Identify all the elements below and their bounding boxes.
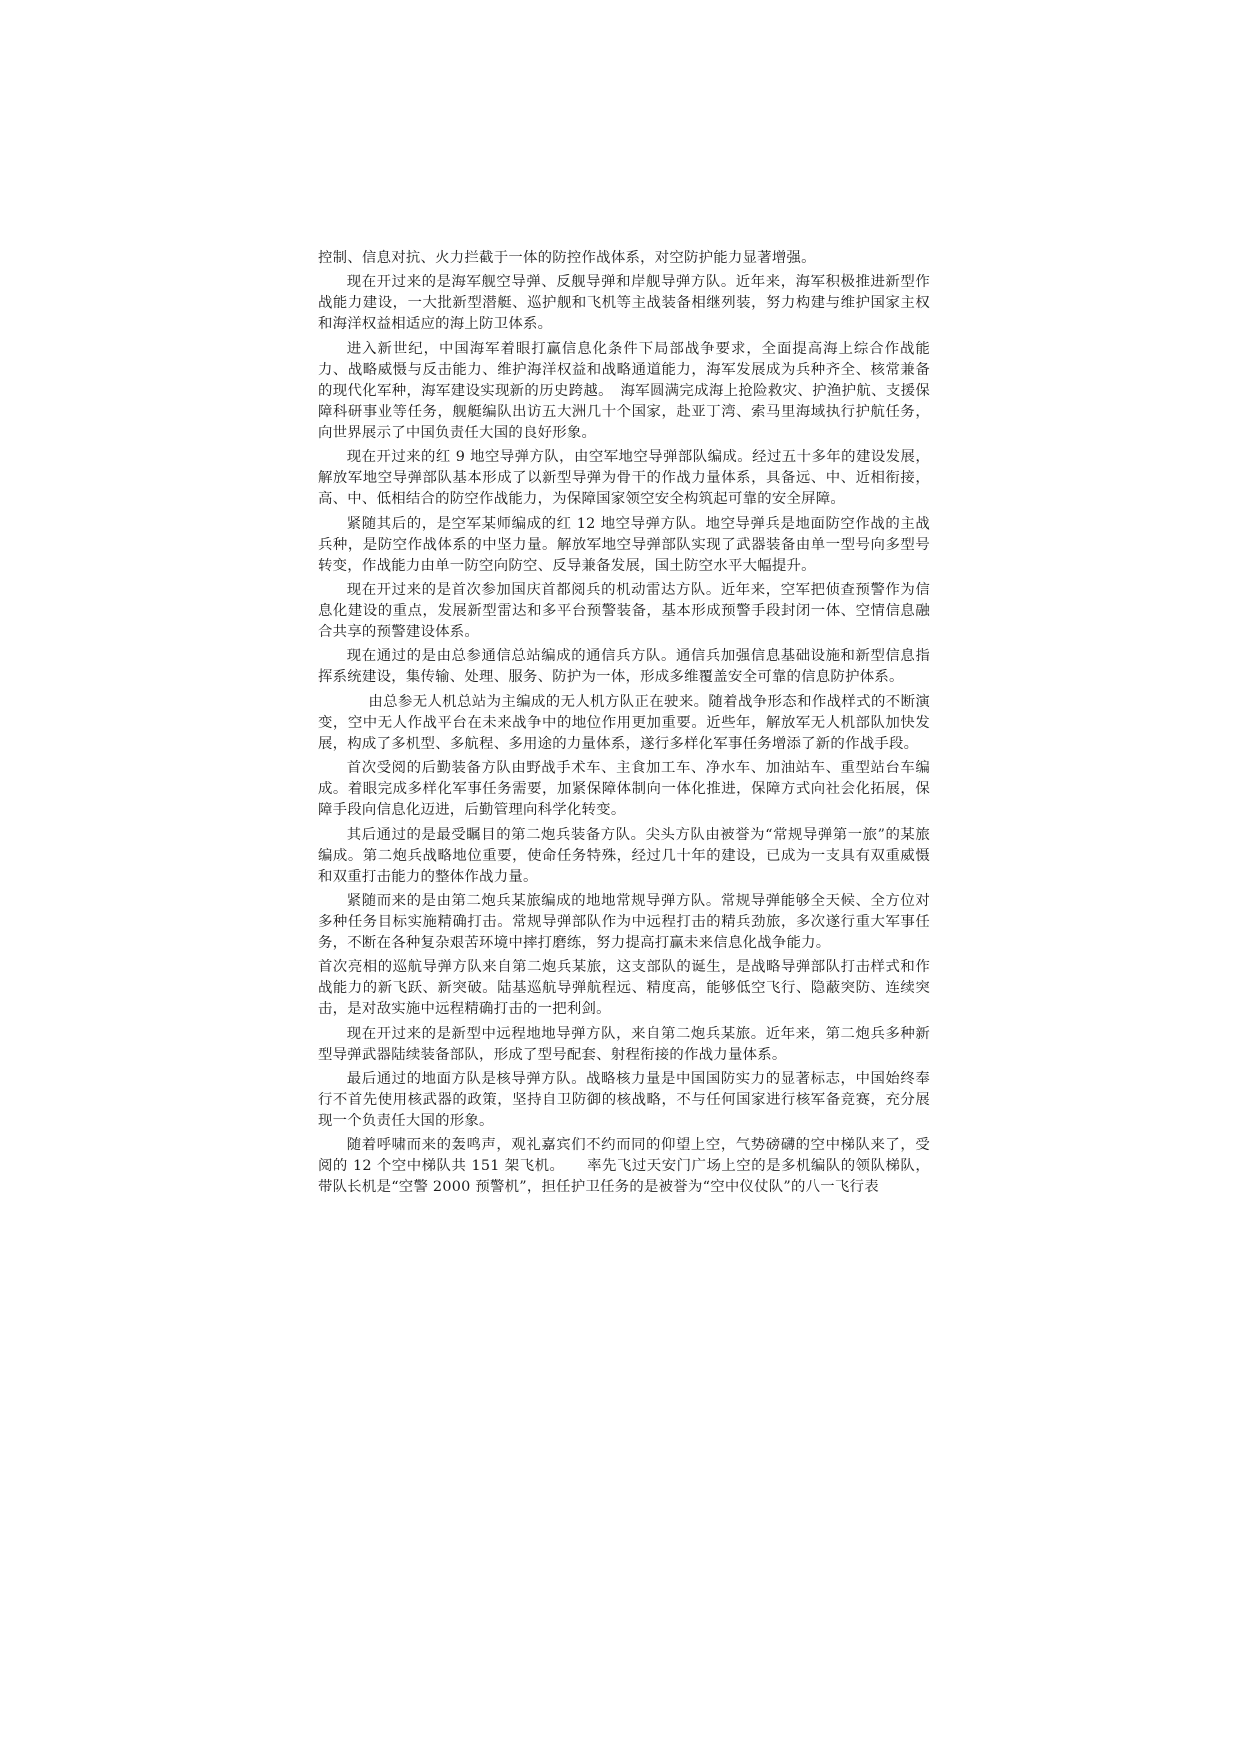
paragraph: 紧随其后的，是空军某师编成的红 12 地空导弹方队。地空导弹兵是地面防空作战的主战兵种，是防空作战体系的中坚力量。解放军地空导弹部队实现了武器装备由单一型号向多型号转变，作战能力由单一防空向防空、反导兼备发展，国土防空水平大幅提升。 xyxy=(318,515,930,574)
paragraph: 随着呼啸而来的轰鸣声，观礼嘉宾们不约而同的仰望上空，气势磅礴的空中梯队来了，受阅的 12 个空中梯队共 151 架飞机。 率先飞过天安门广场上空的是多机编队的领队梯队，带队长机是“空警 2000 预警机”，担任护卫任务的是被誉为“空中仪仗队”的八一飞行表 xyxy=(318,1137,930,1196)
paragraph: 最后通过的地面方队是核导弹方队。战略核力量是中国国防实力的显著标志，中国始终奉行不首先使用核武器的政策，坚持自卫防御的核战略，不与任何国家进行核军备竞赛，充分展现一个负责任大国的形象。 xyxy=(318,1071,930,1130)
document-body xyxy=(318,248,930,1202)
paragraph: 其后通过的是最受瞩目的第二炮兵装备方队。尖头方队由被誉为“常规导弹第一旅”的某旅编成。第二炮兵战略地位重要，使命任务特殊，经过几十年的建设，已成为一支具有双重威慑和双重打击能力的整体作战力量。 xyxy=(318,826,930,885)
paragraph: 现在开过来的是首次参加国庆首都阅兵的机动雷达方队。近年来，空军把侦查预警作为信息化建设的重点，发展新型雷达和多平台预警装备，基本形成预警手段封闭一体、空情信息融合共享的预警建设体系。 xyxy=(318,581,930,640)
paragraph: 现在开过来的是海军舰空导弹、反舰导弹和岸舰导弹方队。近年来，海军积极推进新型作战能力建设，一大批新型潜艇、巡护舰和飞机等主战装备相继列装，努力构建与维护国家主权和海洋权益相适应的海上防卫体系。 xyxy=(318,274,930,333)
paragraph: 首次受阅的后勤装备方队由野战手术车、主食加工车、净水车、加油站车、重型站台车编成。着眼完成多样化军事任务需要，加紧保障体制向一体化推进，保障方式向社会化拓展，保障手段向信息化迈进，后勤管理向科学化转变。 xyxy=(318,760,930,819)
paragraph: 紧随而来的是由第二炮兵某旅编成的地地常规导弹方队。常规导弹能够全天候、全方位对多种任务目标实施精确打击。常规导弹部队作为中远程打击的精兵劲旅，多次遂行重大军事任务，不断在各种复杂艰苦环境中摔打磨练，努力提高打赢未来信息化战争能力。 xyxy=(318,892,930,951)
paragraph: 由总参无人机总站为主编成的无人机方队正在驶来。随着战争形态和作战样式的不断演变，空中无人作战平台在未来战争中的地位作用更加重要。近些年，解放军无人机部队加快发展，构成了多机型、多航程、多用途的力量体系，遂行多样化军事任务增添了新的作战手段。 xyxy=(318,693,930,752)
paragraph: 进入新世纪，中国海军着眼打赢信息化条件下局部战争要求，全面提高海上综合作战能力、战略威慑与反击能力、维护海洋权益和战略通道能力，海军发展成为兵种齐全、核常兼备的现代化军种，海军建设实现新的历史跨越。 海军圆满完成海上抢险救灾、护渔护航、支援保障科研事业等任务，舰艇编队出访五大洲几十个国家，赴亚丁湾、索马里海域执行护航任务，向世界展示了中国负责任大国的良好形象。 xyxy=(318,340,930,441)
paragraph: 现在开过来的红 9 地空导弹方队，由空军地空导弹部队编成。经过五十多年的建设发展，解放军地空导弹部队基本形成了以新型导弹为骨干的作战力量体系，具备远、中、近相衔接，高、中、低相结合的防空作战能力，为保障国家领空安全构筑起可靠的安全屏障。 xyxy=(318,449,930,508)
paragraph: 控制、信息对抗、火力拦截于一体的防控作战体系，对空防护能力显著增强。 xyxy=(318,250,816,266)
paragraph: 首次亮相的巡航导弹方队来自第二炮兵某旅，这支部队的诞生，是战略导弹部队打击样式和作战能力的新飞跃、新突破。陆基巡航导弹航程远、精度高，能够低空飞行、隐蔽突防、连续突击，是对敌实施中远程精确打击的一把利剑。 xyxy=(318,959,930,1018)
paragraph: 现在通过的是由总参通信总站编成的通信兵方队。通信兵加强信息基础设施和新型信息指挥系统建设，集传输、处理、服务、防护为一体，形成多维覆盖安全可靠的信息防护体系。 xyxy=(318,648,930,686)
paragraph: 现在开过来的是新型中远程地地导弹方队，来自第二炮兵某旅。近年来，第二炮兵多种新型导弹武器陆续装备部队，形成了型号配套、射程衔接的作战力量体系。 xyxy=(318,1025,930,1063)
